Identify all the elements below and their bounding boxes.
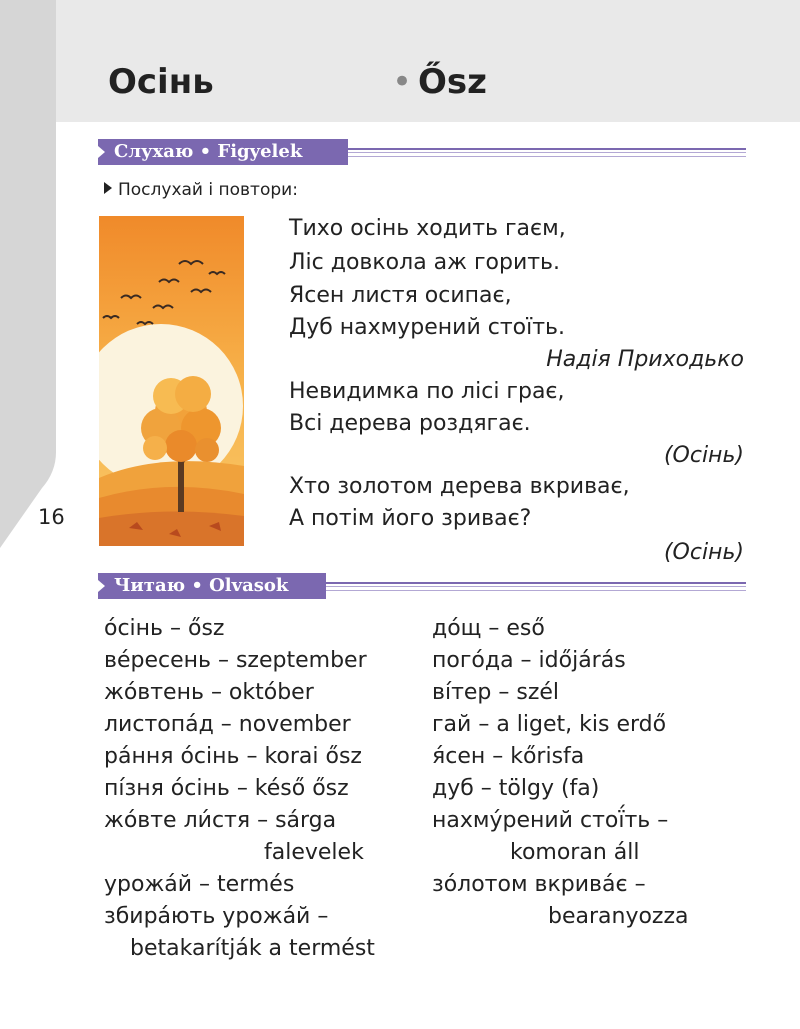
vocab-item: до́щ – eső [432, 616, 545, 641]
vocab-item: збира́ють урожа́й – [104, 904, 329, 929]
poem-line: Ліс довкола аж горить. [289, 250, 561, 275]
riddle-line: А потім його зриває? [289, 506, 532, 531]
title-separator: • [392, 62, 413, 102]
header-band [0, 0, 800, 122]
page-number: 16 [38, 505, 65, 529]
vocab-item: я́сен – kőrisfa [432, 744, 585, 769]
section-rule-listen [348, 148, 746, 157]
vocab-item: листопа́д – november [104, 712, 351, 737]
riddle-answer: (Осінь) [663, 540, 744, 565]
vocab-item: гай – a liget, kis erdő [432, 712, 667, 737]
riddle-line: Хто золотом дерева вкриває, [289, 474, 630, 499]
vocab-item: дуб – tölgy (fa) [432, 776, 600, 801]
vocab-item-continuation: falevelek [264, 840, 364, 865]
vocab-item: пого́да – időjárás [432, 648, 626, 673]
vocab-item-continuation: betakarítják a termést [130, 936, 375, 961]
vocab-item: урожа́й – termés [104, 872, 295, 897]
triangle-bullet-icon [104, 182, 112, 194]
vocab-item: нахму́рений стої́ть – [432, 808, 669, 833]
poem-line: Тихо осінь ходить гаєм, [289, 216, 566, 241]
vocab-item: пі́зня о́сінь – késő ősz [104, 776, 349, 801]
vocab-item: зо́лотом вкрива́є – [432, 872, 646, 897]
section-rule-read [326, 582, 746, 591]
section-label-listen: Слухаю • Figyelek [98, 139, 348, 165]
instruction-text: Послухай і повтори: [118, 180, 298, 200]
riddle-line: Всі дерева роздягає. [289, 411, 531, 436]
vocab-item: о́сінь – ősz [104, 616, 225, 641]
riddle-line: Невидимка по лісі грає, [289, 379, 565, 404]
poem-author: Надія Приходько [546, 347, 744, 372]
page-title-hungarian: Ősz [418, 62, 487, 102]
vocab-item-continuation: komoran áll [510, 840, 640, 865]
vocab-item-continuation: bearanyozza [548, 904, 689, 929]
poem-line: Дуб нахмурений стоїть. [289, 315, 565, 340]
autumn-tree-illustration [99, 216, 244, 546]
riddle-answer: (Осінь) [663, 443, 744, 468]
poem-line: Ясен листя осипає, [289, 283, 512, 308]
vocab-item: ві́тер – szél [432, 680, 560, 705]
vocab-item: жо́вте ли́стя – sárga [104, 808, 337, 833]
vocab-item: ве́ресень – szeptember [104, 648, 367, 673]
vocab-item: жо́втень – október [104, 680, 314, 705]
section-label-read: Читаю • Olvasok [98, 573, 326, 599]
instruction [104, 180, 298, 200]
vocab-item: ра́ння о́сінь – korai ősz [104, 744, 362, 769]
page-title-ukrainian: Осінь [108, 62, 214, 102]
